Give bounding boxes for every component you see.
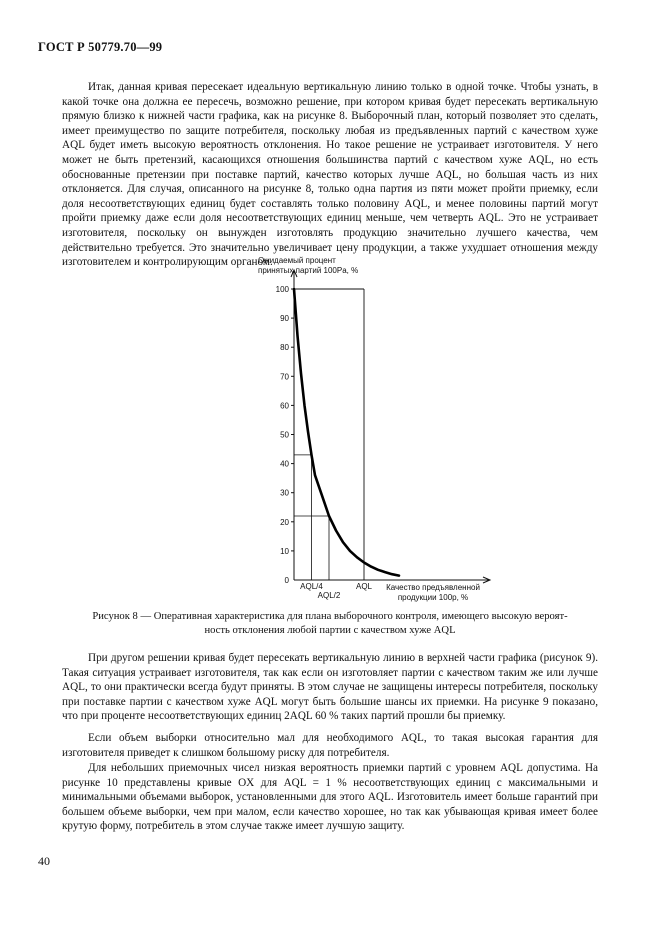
y-tick-label-100: 100 <box>275 285 289 294</box>
figure-caption-line-1: Рисунок 8 — Оперативная характеристика для плана выборочного контроля, имеющего высокую вероят- <box>92 611 568 622</box>
y-tick-label-50: 50 <box>280 430 289 440</box>
x-marker-label-3: AQL <box>355 582 373 591</box>
oc-curve-series <box>294 289 399 576</box>
y-tick-label-90: 90 <box>280 314 289 324</box>
y-tick-label-40: 40 <box>280 459 289 469</box>
y-tick-label-80: 80 <box>280 343 289 353</box>
paragraph-upper-crossing: При другом решении кривая будет пересекать вертикальную линию в верхней части графика (рисунок 9). Такая ситуация устраивает изготовителя, так как если он изготовляет партии с качеством таким же или лучше AQL, то они практически всегда будут приняты. В этом случае не защищены интересы потребителя, поскольку при поставке партии с качеством хуже AQL могут быть большие шансы их приемки. На рисунке 9 показано, что при проценте несоответствующих единиц 2AQL 60 % таких партий прошли бы приемку. <box>62 652 598 723</box>
y-axis-title-line-2: принятых партий 100Pa, % <box>258 266 359 275</box>
x-axis-title-line-1: Качество предъявленной <box>386 583 480 592</box>
paragraph-intro: Итак, данная кривая пересекает идеальную вертикальную линию только в одной точке. Чтобы узнать, в какой точке она должна ее пересечь, возможно решение, при котором кривая будет пересекать вертикальную прямую близко к нижней части графика, как на рисунке 8. Выборочный план, который позволяет это сделать, имеет преимущество по защите потребителя, поскольку любая из предъявленных партий с качеством хуже AQL будет иметь высокую вероятность отклонения. Но такое решение не устраивает изготовителя. У него может не быть претензий, касающихся отношения большинства партий с качеством хуже AQL, но есть обоснованные претензии при поставке партий, качество которых лучше AQL, но большая часть из них отклоняется. Для случая, описанного на рисунке 8, только одна партия из пяти может пройти приемку, если доля несоответствующих единиц будет составлять только половину AQL, и менее половины партий могут пройти приемку даже если доля несоответствующих единиц меньше, чем четверть AQL. Это не устраивает изготовителя, поскольку он вынужден изготовлять продукцию значительно лучшего качества, чем действительно требуется. Это значительно увеличивает цену продукции, а также ухудшает отношения между изготовителем и контролирующим органом. <box>62 81 598 269</box>
y-tick-label-70: 70 <box>280 372 289 382</box>
y-tick-label-20: 20 <box>280 517 289 527</box>
document-header: ГОСТ Р 50779.70—99 <box>38 40 163 54</box>
x-marker-label-1: AQL/4 <box>300 582 323 591</box>
y-axis-title-line-1: Ожидаемый процент <box>258 256 336 265</box>
paragraph-small-acceptance: Для небольших приемочных чисел низкая вероятность приемки партий с уровнем AQL допустима. На рисунке 10 представлены кривые OX для AQL = 1 % несоответствующих единиц с максимальными и минимальными объемами выборок, установленными для этого AQL. Изготовитель имеет больше гарантий при большем объеме выборки, чем при малом, если качество хорошее, но так как убывающая кривая имеет более крутую форму, потребитель в этом случае также имеет лучшую защиту. <box>62 762 598 833</box>
paragraph-small-sample: Если объем выборки относительно мал для необходимого AQL, то такая высокая гарантия для изготовителя приведет к слишком большому риску для потребителя. <box>62 732 598 759</box>
y-tick-label-0: 0 <box>284 576 289 585</box>
y-tick-label-10: 10 <box>280 546 289 556</box>
y-tick-label-60: 60 <box>280 401 289 411</box>
x-axis-title-line-2: продукции 100p, % <box>397 593 469 602</box>
figure-caption-line-2: ность отклонения любой партии с качеством хуже AQL <box>204 624 456 636</box>
figure-caption <box>40 610 620 637</box>
x-marker-label-2: AQL/2 <box>317 591 341 600</box>
page-number: 40 <box>38 854 50 868</box>
y-tick-label-30: 30 <box>280 488 289 498</box>
